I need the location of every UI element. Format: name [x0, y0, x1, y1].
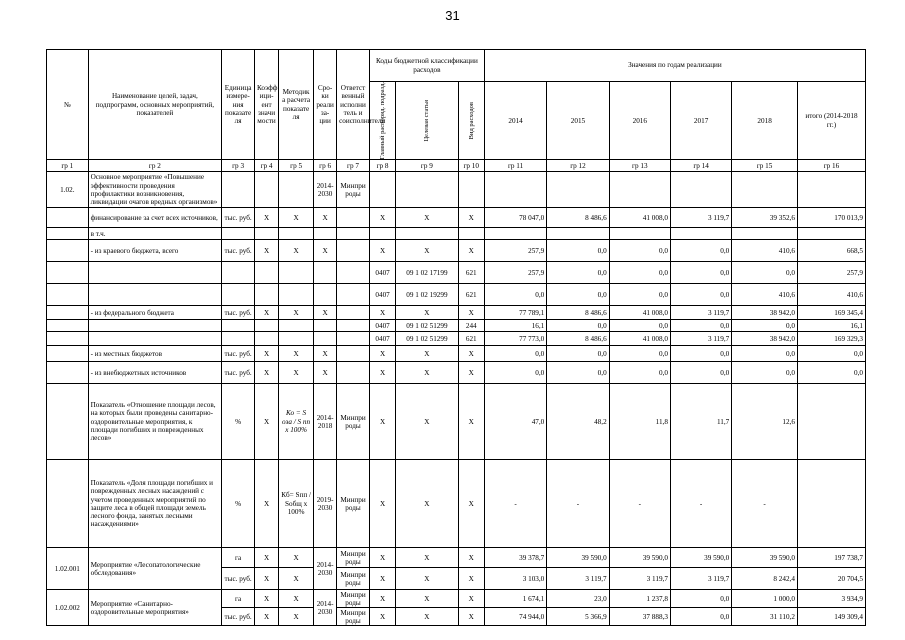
header-budget-type: Вид расходов: [467, 101, 475, 140]
table-row: - из местных бюджетов тыс. руб. X X X X X X 0,0 0,0 0,0 0,0 0,0 0,0: [47, 346, 866, 362]
table-row: 0407 09 1 02 51299 244 16,1 0,0 0,0 0,0 0,0 16,1: [47, 320, 866, 332]
header-method: Методик а расчета показате ля: [279, 50, 314, 160]
table-row: - из федерального бюджета тыс. руб. X X X X X X 77 789,1 8 486,6 41 008,0 3 119,7 38 942,0 169 345,4: [47, 306, 866, 320]
header-year-2017: 2017: [670, 82, 731, 160]
table-row: тыс. руб. X X Минпри роды X X X 3 103,0 3 119,7 3 119,7 3 119,7 8 242,4 20 704,5: [47, 568, 866, 590]
header-year-2016: 2016: [609, 82, 670, 160]
page-number: 31: [445, 8, 460, 23]
table-row: Показатель «Доля площади погибших и поврежденных лесных насаждений с учетом проведенных мероприятий по защите леса в общей площади земель лесного фонда, занятых лесными насаждениями» % X Кб= Sпп / Sобщ x 100% 2019-2030 Минпри роды X X X - - - - -: [47, 460, 866, 548]
table-row: тыс. руб. X X Минпри роды X X X 74 944,0 5 366,9 37 888,3 0,0 31 110,2 149 309,4: [47, 608, 866, 626]
formula-ko: Ко = S оза / S пп x 100%: [279, 384, 314, 460]
table-row: 0407 09 1 02 19299 621 0,0 0,0 0,0 0,0 410,6 410,6: [47, 284, 866, 306]
table-row: финансирование за счет всех источников, тыс. руб. X X X X X X 78 047,0 8 486,6 41 008,0 3 119,7 39 352,6 170 013,9: [47, 208, 866, 228]
table-row: 1.02.002 Мероприятие «Санитарно-оздоровительные мероприятия» га X X 2014-2030 Минпри роды X X X 1 674,1 23,0 1 237,8 0,0 1 000,0 3 934,9: [47, 590, 866, 608]
table-row: в т.ч.: [47, 228, 866, 240]
header-year-2014: 2014: [484, 82, 546, 160]
table-row: - из внебюджетных источников тыс. руб. X X X X X X 0,0 0,0 0,0 0,0 0,0 0,0: [47, 362, 866, 384]
header-budget-codes: Коды бюджетной классификации расходов: [369, 50, 484, 82]
formula-kb: Кб= Sпп / Sобщ x 100%: [279, 460, 314, 548]
header-name: Наименование целей, задач, подпрограмм, основных мероприятий, показателей: [88, 50, 222, 160]
header-budget-dept: Главный распоряд. подразд.: [378, 82, 386, 160]
header-num: №: [47, 50, 89, 160]
header-year-2015: 2015: [547, 82, 609, 160]
table-row: Показатель «Отношение площади лесов, на которых были проведены санитарно-оздоровительные мероприятия, к площади погибших и поврежденных лесов» % X Ко = S оза / S пп x 100% 2014-2018 Минпри роды X X X 47,0 48,2 11,8 11,7 12,6: [47, 384, 866, 460]
header-budget-article: Целевая статья: [423, 99, 431, 142]
header-values-by-year: Значения по годам реализации: [484, 50, 865, 82]
table-row: 1.02. Основное мероприятие «Повышение эффективности проведения профилактики возникновения, ликвидации очагов вредных организмов» 2014-2030 Минпри роды: [47, 172, 866, 208]
header-total: итого (2014-2018 гг.): [797, 82, 865, 160]
header-unit: Единица измере-ния показате ля: [222, 50, 255, 160]
column-index-row: гр 1 гр 2 гр 3 гр 4 гр 5 гр 6 гр 7 гр 8 гр 9 гр 10 гр 11 гр 12 гр 13 гр 14 гр 15 гр 16: [47, 160, 866, 172]
header-responsible: Ответст венный исполни тель и соисполнители: [337, 50, 370, 160]
table-row: 1.02.001 Мероприятие «Лесопатологические обследования» га X X 2014-2030 Минпри роды X X X 39 378,7 39 590,0 39 590,0 39 590,0 39 590,0 197 738,7: [47, 548, 866, 568]
header-coef: Коэфф ици-ент значи мости: [255, 50, 279, 160]
table-row: 0407 09 1 02 17199 621 257,9 0,0 0,0 0,0 0,0 257,9: [47, 262, 866, 284]
header-year-2018: 2018: [732, 82, 798, 160]
program-table: [46, 49, 866, 626]
table-row: 0407 09 1 02 51299 621 77 773,0 8 486,6 41 008,0 3 119,7 38 942,0 169 329,3: [47, 332, 866, 346]
table-row: - из краевого бюджета, всего тыс. руб. X X X X X X 257,9 0,0 0,0 0,0 410,6 668,5: [47, 240, 866, 262]
header-term: Сро-ки реали за-ции: [314, 50, 337, 160]
